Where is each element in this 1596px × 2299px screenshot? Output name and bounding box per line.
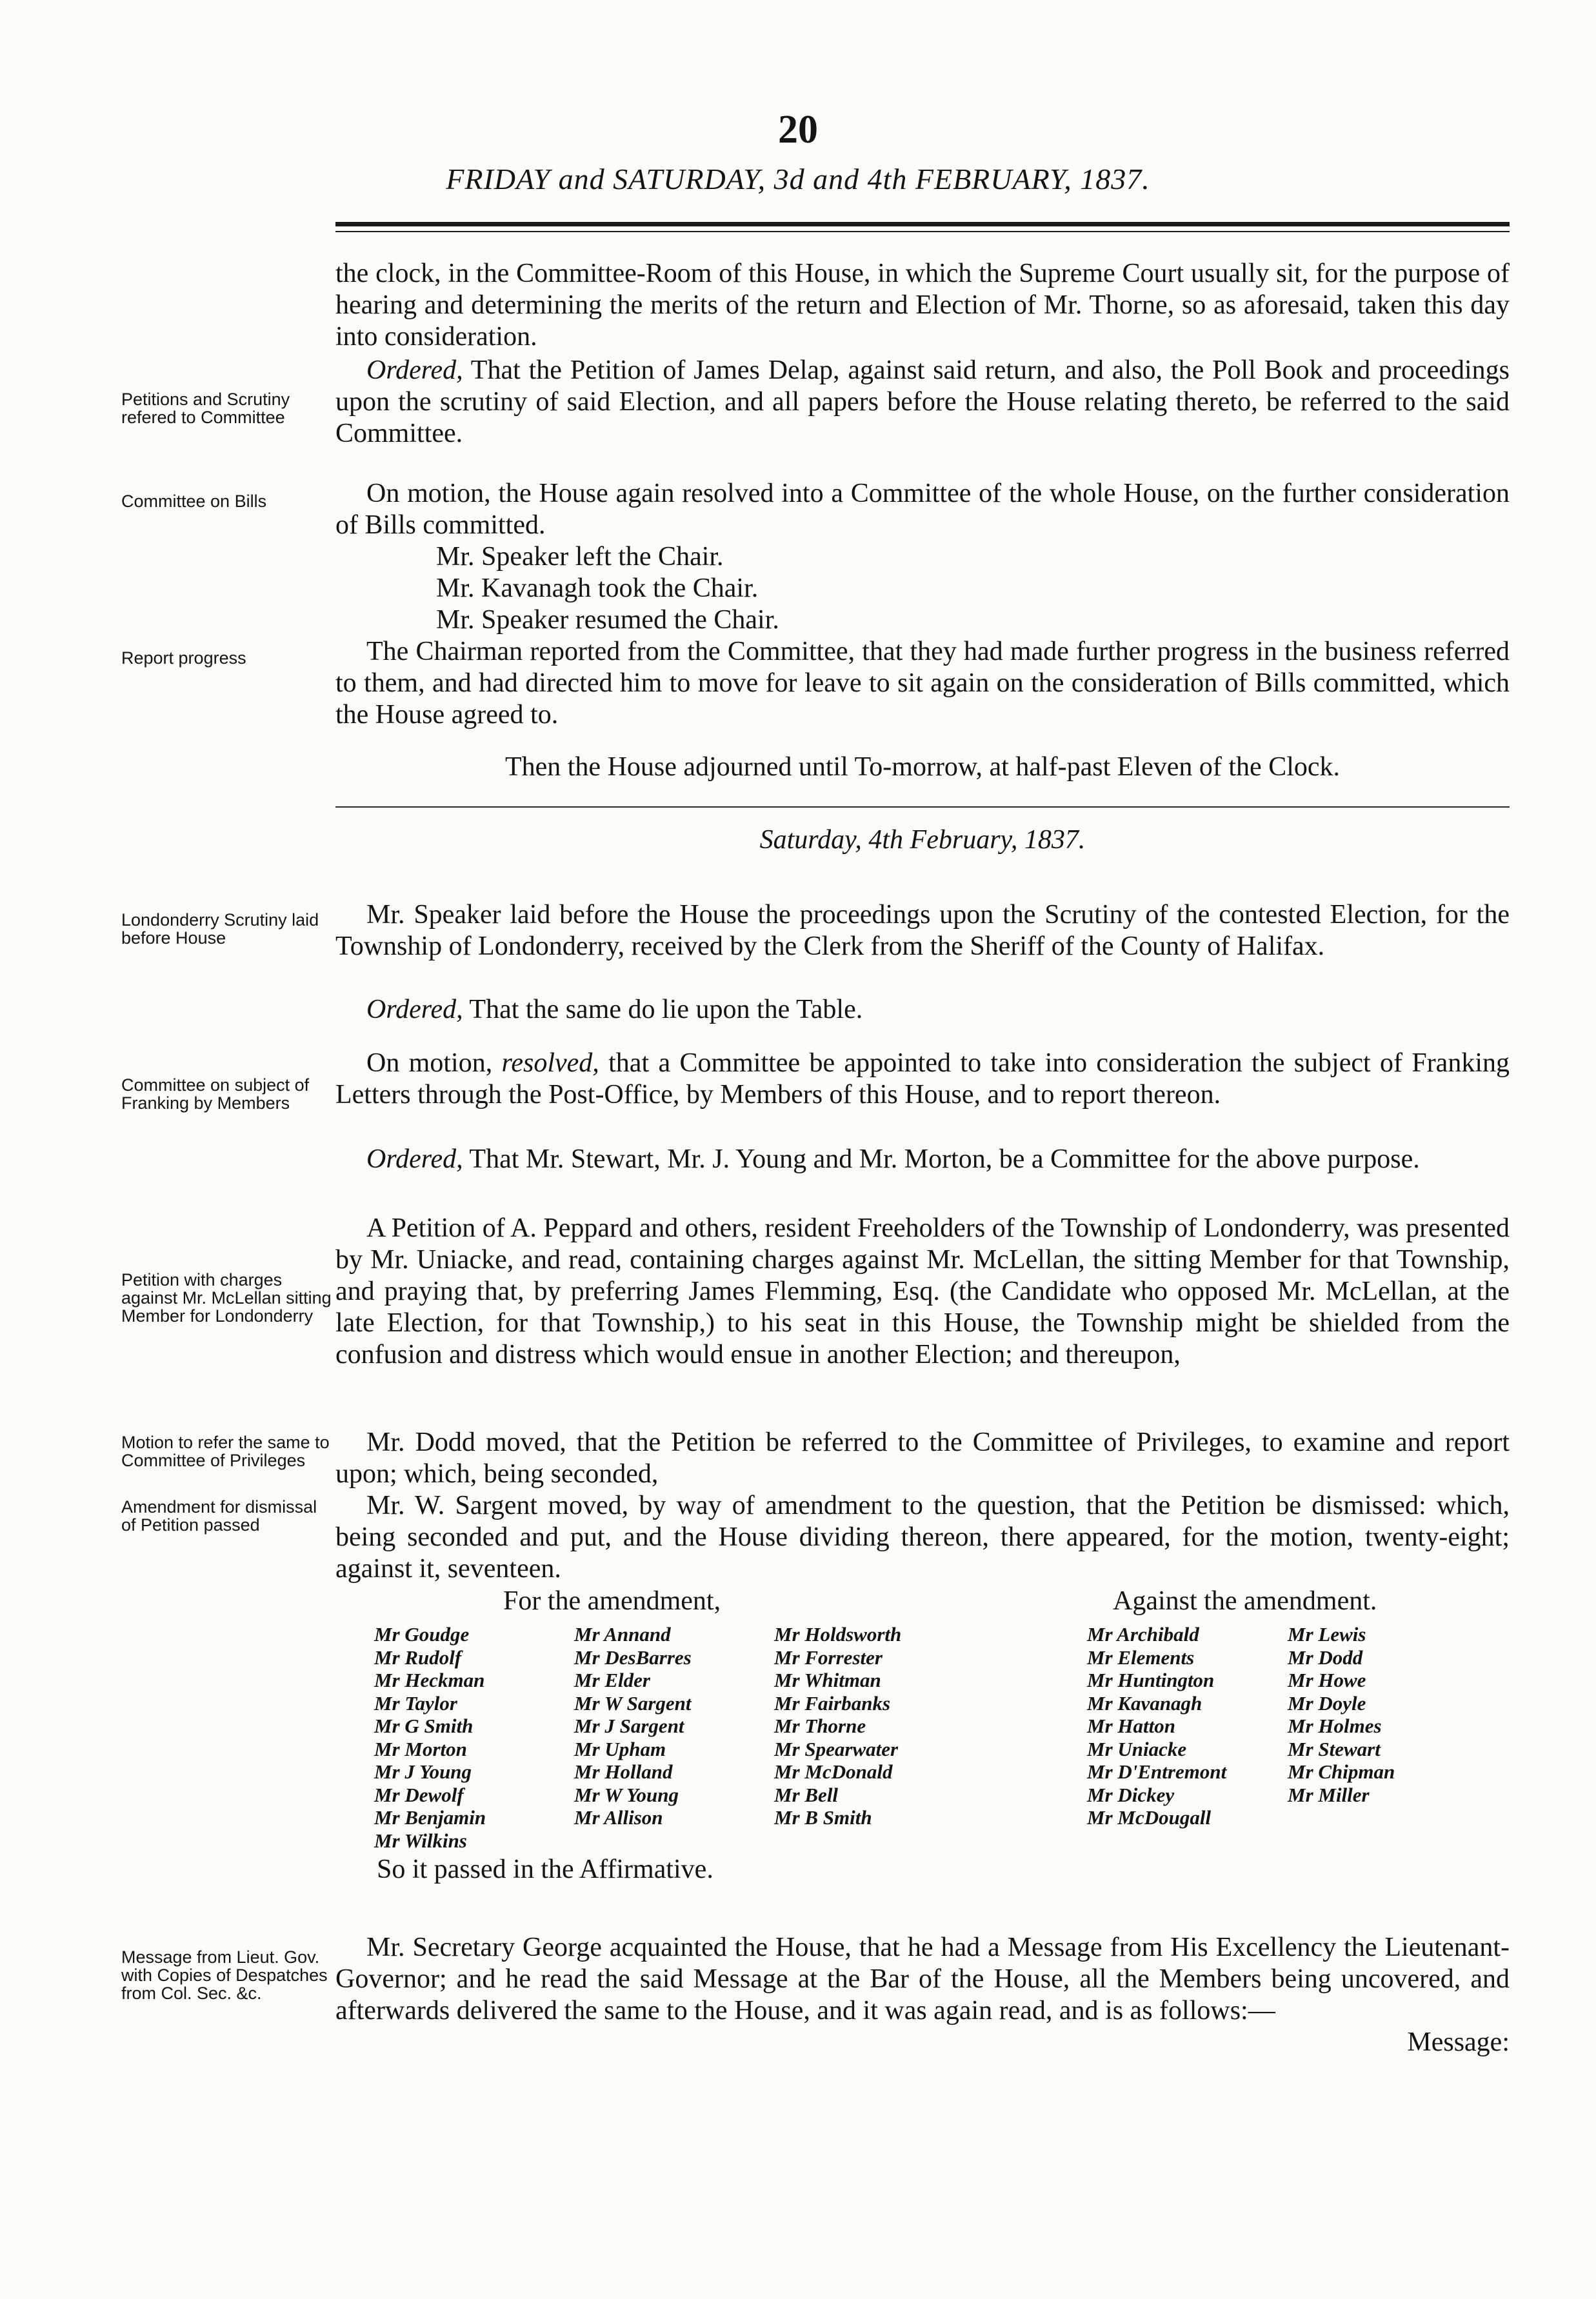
member-name: Mr Fairbanks [774,1691,891,1715]
for-amendment-heading: For the amendment, [503,1586,721,1616]
paragraph-secretary-message: Mr. Secretary George acquainted the House, that he had a Message from His Excellency the Lieutenant-Governor; and he read the said Message at the Bar of the House, all the Members being uncovered, and afterwards delivered the same to the House, and it was again read, and is as follows:— [335,1933,1510,2025]
margin-note-londonderry-scrutiny: Londonderry Scrutiny laid before House [121,910,319,948]
paragraph-text: That Mr. Stewart, Mr. J. Young and Mr. Morton, be a Committee for the above purpose. [463,1144,1420,1174]
resolved-lead: resolved, [501,1048,599,1078]
paragraph-peppard-petition: A Petition of A. Peppard and others, resident Freeholders of the Township of Londonderry, was presented by Mr. Uniacke, and read, containing charges against Mr. McLellan, the sitting Member for that Township, and praying that, by preferring James Flemming, Esq. (the Candidate who opposed Mr. McLellan, at the late Election, for that Township,) to his seat in this House, the Township might be shielded from the confusion and distress which would ensue in another Election; and thereupon, [335,1213,1510,1369]
chair-line-kavanagh: Mr. Kavanagh took the Chair. [436,573,759,603]
member-name: Mr B Smith [774,1806,872,1829]
member-name: Mr Huntington [1087,1669,1215,1691]
member-name: Mr McDougall [1087,1806,1212,1829]
member-name: Mr Howe [1288,1669,1366,1691]
member-name: Mr Chipman [1288,1760,1395,1783]
member-name: Mr Holmes [1288,1715,1382,1737]
margin-note-petitions-referred: Petitions and Scrutiny refered to Committee [121,390,290,427]
paragraph-dodd-motion: Mr. Dodd moved, that the Petition be referred to the Committee of Privileges, to examine and report upon; which, being seconded, [335,1428,1510,1489]
adjournment-line: Then the House adjourned until To-morrow, at half-past Eleven of the Clock. [504,752,1341,782]
member-name: Mr Dodd [1288,1646,1363,1669]
margin-note-motion-privileges: Motion to refer the same to Committee of Privileges [121,1433,330,1470]
member-name: Mr Uniacke [1087,1737,1187,1760]
margin-note-committee-bills: Committee on Bills [121,492,267,511]
paragraph-text: that a Committee be appointed to take into consideration the subject of Franking Letters through the Post-Office, by Members of this House, and to report thereon. [335,1048,1510,1110]
member-name: Mr D'Entremont [1087,1760,1227,1783]
member-name: Mr J Sargent [574,1715,684,1737]
member-name: Mr Heckman [374,1669,485,1691]
member-name: Mr Allison [574,1806,663,1829]
margin-note-report-progress: Report progress [121,648,246,668]
running-header: FRIDAY and SATURDAY, 3d and 4th FEBRUARY, 1837. [446,163,1150,195]
member-name: Mr Dickey [1087,1783,1175,1806]
against-column-1 [1087,1623,1226,1829]
margin-note-franking-committee: Committee on subject of Franking by Members [121,1075,310,1113]
member-name: Mr Lewis [1288,1623,1366,1646]
member-name: Mr Dewolf [374,1783,464,1806]
paragraph-text: That the same do lie upon the Table. [463,995,863,1024]
for-column-2 [574,1623,692,1829]
chair-line-speaker-left: Mr. Speaker left the Chair. [436,542,724,572]
header-rule-thick [335,222,1510,226]
member-name: Mr Doyle [1288,1691,1366,1715]
paragraph-committee-room: the clock, in the Committee-Room of this House, in which the Supreme Court usually sit, for the purpose of hearing and determining the merits of the return and Election of Mr. Thorne, so as aforesaid, taken this day into consideration. [335,259,1510,352]
paragraph-committee-whole: On motion, the House again resolved into a Committee of the whole House, on the further consideration of Bills committed. [335,479,1510,540]
member-name: Mr Annand [574,1623,671,1646]
member-name: Mr Morton [374,1737,467,1760]
member-name: Mr Forrester [774,1646,883,1669]
member-name: Mr W Sargent [574,1691,692,1715]
for-column-1 [374,1623,486,1852]
member-name: Mr Holland [574,1760,673,1783]
member-name: Mr Holdsworth [774,1623,902,1646]
member-name: Mr Goudge [374,1623,470,1646]
member-name: Mr DesBarres [574,1646,692,1669]
margin-note-message-lieut-gov: Message from Lieut. Gov. with Copies of Despatches from Col. Sec. &c. [121,1947,328,2003]
ordered-lead: Ordered, [366,1144,463,1174]
member-name: Mr J Young [374,1760,472,1783]
margin-note-petition-mclellan: Petition with charges against Mr. McLellan sitting Member for Londonderry [121,1270,332,1326]
member-name: Mr Miller [1288,1783,1370,1806]
member-name: Mr Wilkins [374,1829,467,1852]
member-name: Mr Elder [574,1669,650,1691]
ordered-lead: Ordered, [366,355,463,385]
against-amendment-heading: Against the amendment. [1113,1586,1377,1616]
paragraph-scrutiny-londonderry: Mr. Speaker laid before the House the proceedings upon the Scrutiny of the contested Election, for the Township of Londonderry, received by the Clerk from the Sheriff of the County of Halifax. [335,900,1510,961]
for-column-3 [774,1623,901,1829]
member-name: Mr Upham [574,1737,666,1760]
member-name: Mr Thorne [774,1715,866,1737]
against-column-2 [1288,1623,1395,1806]
paragraph-franking-motion [335,1048,1510,1111]
margin-note-amendment-dismissal: Amendment for dismissal of Petition passed [121,1497,317,1535]
page-number: 20 [778,108,818,152]
passed-affirmative-line: So it passed in the Affirmative. [377,1855,713,1884]
member-name: Mr Rudolf [374,1646,462,1669]
member-name: Mr Stewart [1288,1737,1381,1760]
day-separator-rule [335,806,1510,808]
member-name: Mr Archibald [1087,1623,1199,1646]
member-name: Mr Benjamin [374,1806,486,1829]
member-name: Mr Bell [774,1783,839,1806]
member-name: Mr Taylor [374,1691,457,1715]
paragraph-sargent-amendment: Mr. W. Sargent moved, by way of amendment to the question, that the Petition be dismissed: which, being seconded and put, and the House dividing thereon, there appeared, for the motion, twenty-eight; against it, seventeen. [335,1491,1510,1584]
member-name: Mr Hatton [1087,1715,1175,1737]
member-name: Mr Whitman [774,1669,881,1691]
member-name: Mr Spearwater [774,1737,899,1760]
ordered-lead: Ordered, [366,995,463,1024]
paragraph-chairman-report: The Chairman reported from the Committee, that they had made further progress in the business referred to them, and had directed him to move for leave to sit again on the consideration of Bills committed, which the House agreed to. [335,637,1510,730]
catchword: Message: [1407,2027,1510,2057]
member-name: Mr G Smith [374,1715,474,1737]
member-name: Mr Elements [1087,1646,1195,1669]
paragraph-delap-petition [335,355,1510,450]
paragraph-lie-upon-table [335,994,1510,1026]
member-name: Mr W Young [574,1783,679,1806]
member-name: Mr Kavanagh [1087,1691,1202,1715]
paragraph-text: On motion, [366,1048,502,1078]
chair-line-speaker-resumed: Mr. Speaker resumed the Chair. [436,605,779,635]
date-heading: Saturday, 4th February, 1837. [759,825,1086,855]
paragraph-franking-committee [335,1144,1510,1175]
paragraph-text: That the Petition of James Delap, against said return, and also, the Poll Book and proceedings upon the scrutiny of said Election, and all papers before the House relating thereto, be referred to the said Committee. [335,355,1510,448]
header-rule-thin [335,231,1510,232]
member-name: Mr McDonald [774,1760,893,1783]
